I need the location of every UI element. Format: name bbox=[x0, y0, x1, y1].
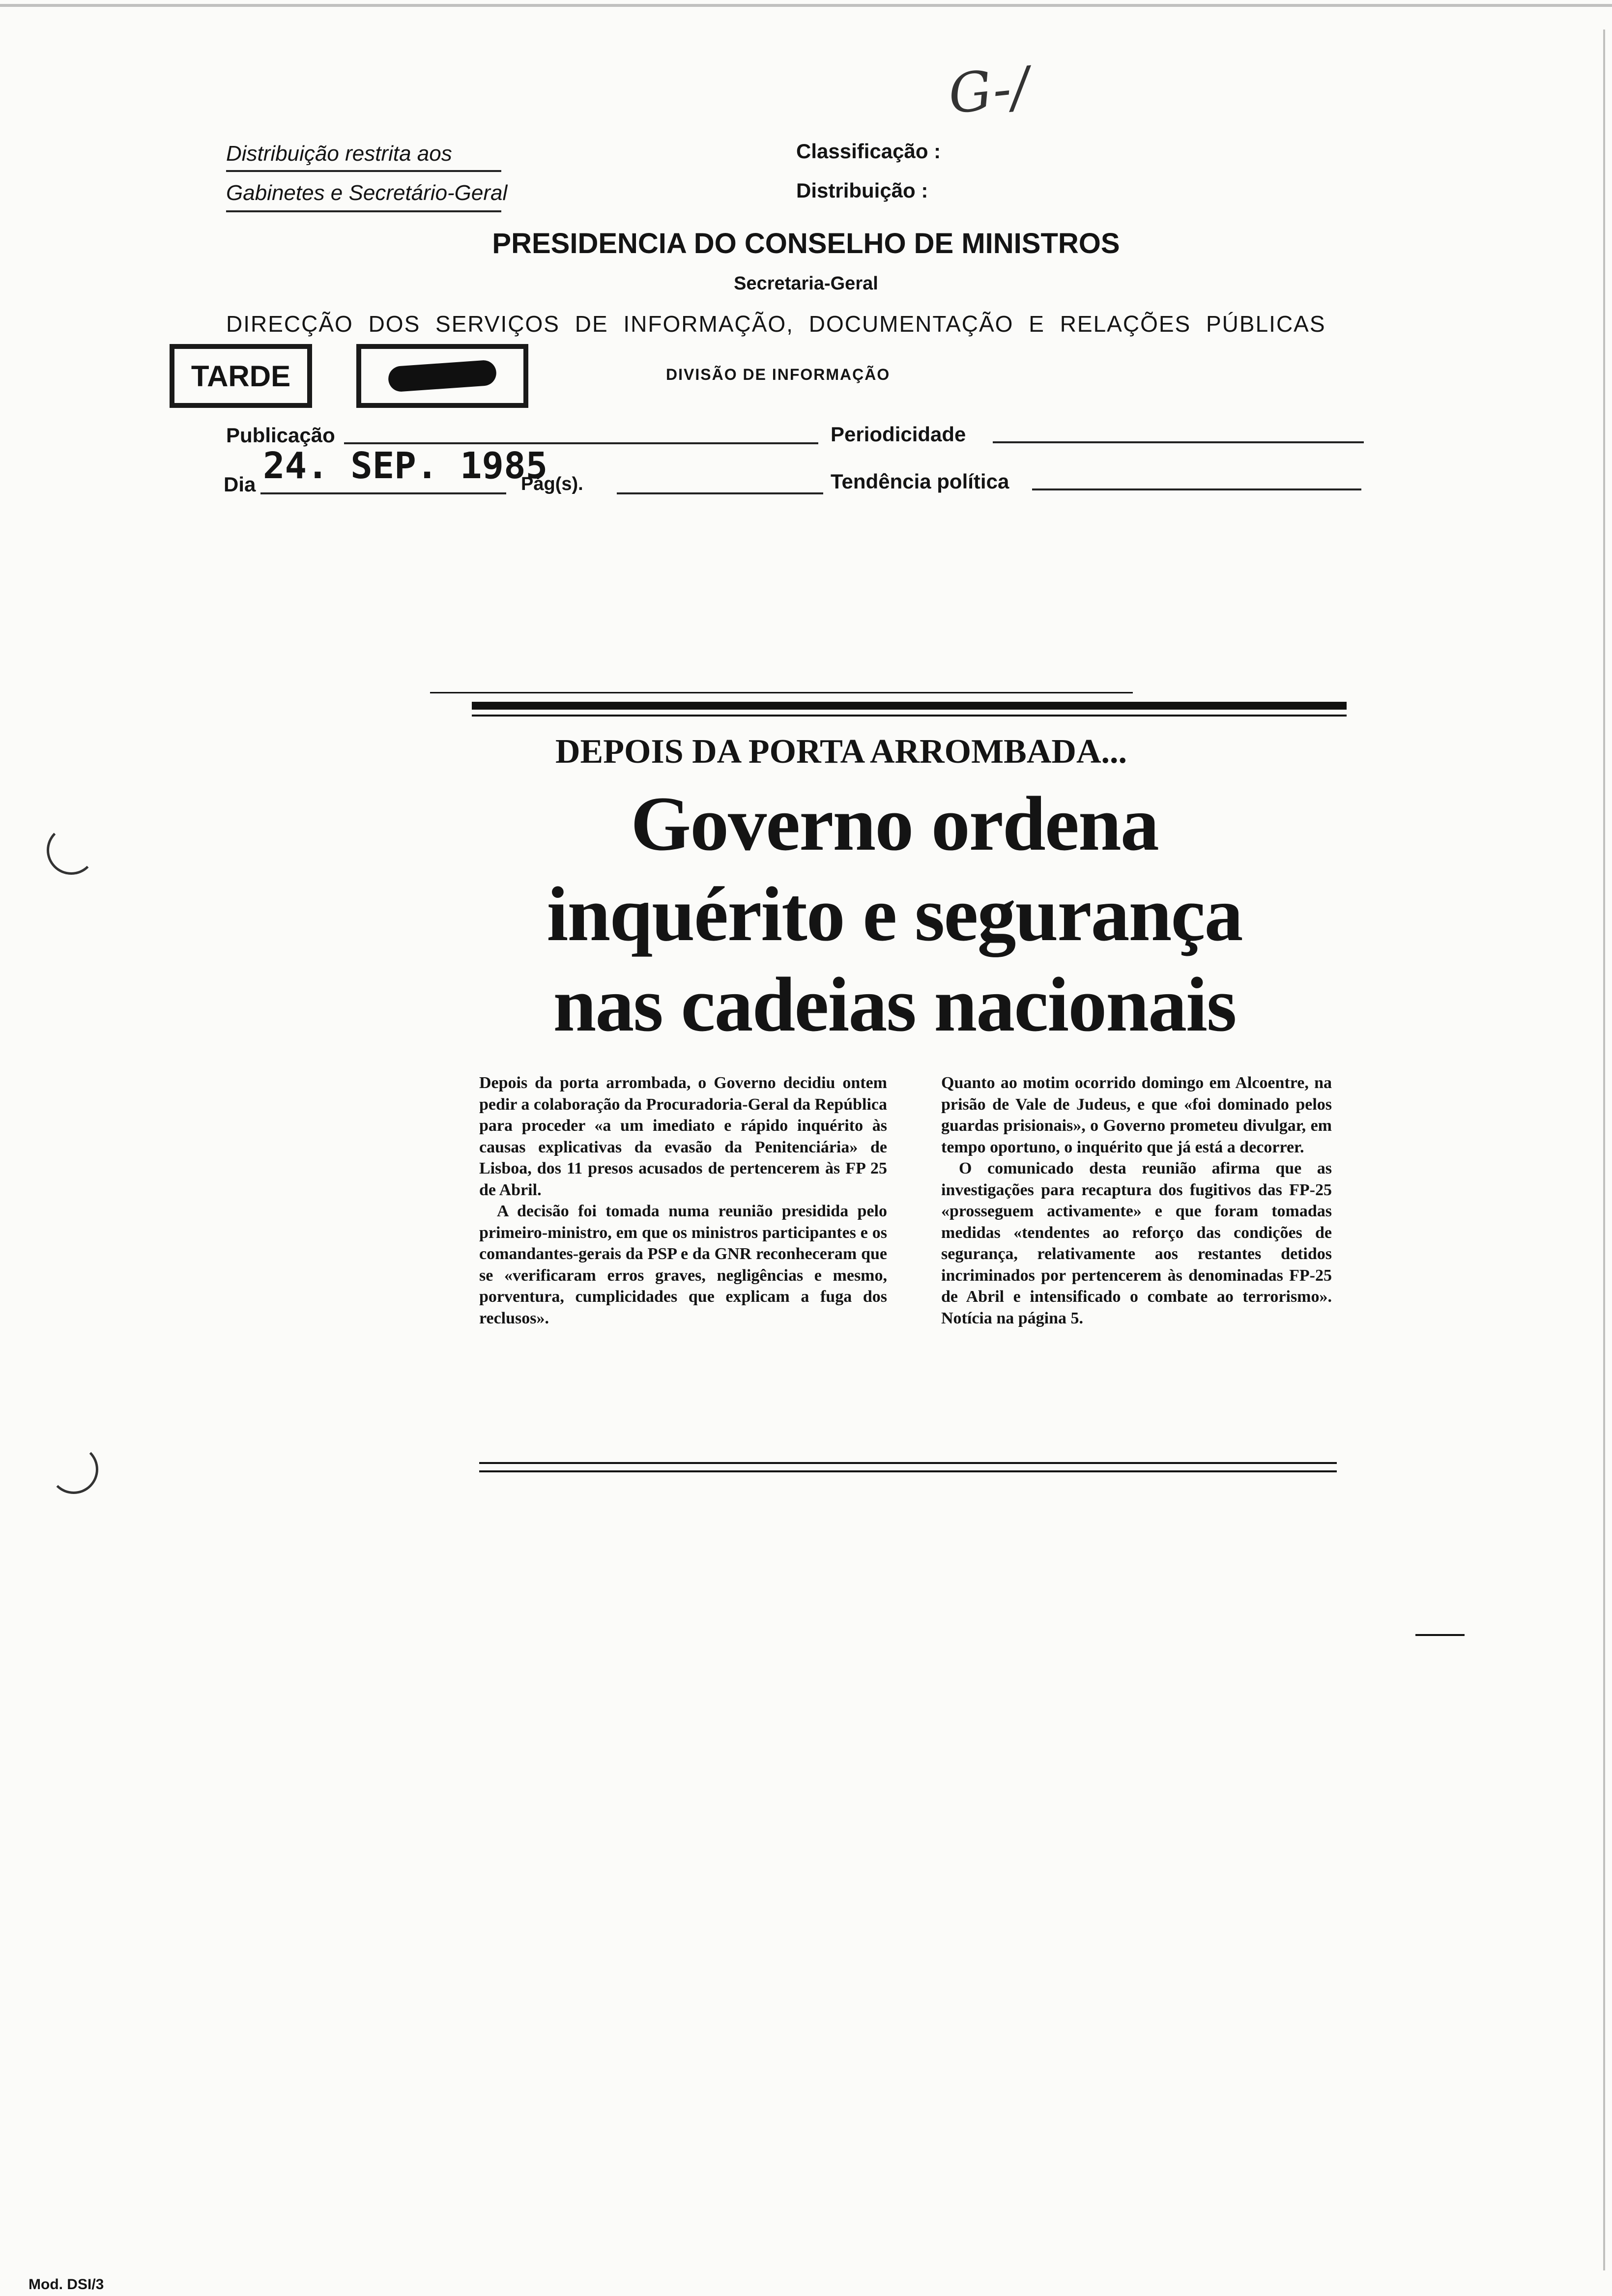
article-column-1 bbox=[479, 1072, 887, 1329]
distribution-line-1: Distribuição restrita aos bbox=[226, 142, 452, 166]
scan-right-edge bbox=[1603, 29, 1605, 2270]
article-kicker: DEPOIS DA PORTA ARROMBADA... bbox=[555, 733, 1127, 771]
stamp-tarde bbox=[170, 344, 312, 408]
margin-dash-right bbox=[1415, 1634, 1465, 1636]
distribution-underline-1 bbox=[226, 170, 501, 172]
presidency-title: PRESIDENCIA DO CONSELHO DE MINISTROS bbox=[492, 228, 1120, 259]
redaction-blot bbox=[387, 359, 497, 392]
publicacao-line bbox=[344, 442, 818, 444]
headline-line-3: nas cadeias nacionais bbox=[553, 962, 1236, 1048]
pags-label: Pág(s). bbox=[521, 474, 583, 494]
handwritten-annotation: G-/ bbox=[945, 55, 1033, 126]
pags-line bbox=[617, 492, 823, 494]
stamp-redacted bbox=[356, 344, 528, 408]
scan-top-edge bbox=[0, 4, 1612, 7]
date-stamp: 24. SEP. 1985 bbox=[263, 445, 548, 487]
clipping-top-double-rule bbox=[472, 715, 1347, 717]
article-headline bbox=[442, 779, 1347, 1050]
publicacao-label: Publicação bbox=[226, 424, 335, 447]
distribuicao-label: Distribuição : bbox=[796, 179, 928, 202]
dia-label: Dia bbox=[224, 473, 256, 496]
clipping-top-thin-rule bbox=[430, 692, 1133, 693]
periodicidade-line bbox=[993, 441, 1364, 443]
classificacao-label: Classificação : bbox=[796, 140, 941, 163]
margin-mark-left-bottom bbox=[49, 1445, 98, 1494]
column-2-paragraph-2: O comunicado desta reunião afirma que as investigações para recaptura dos fugitivos das FP-25 «prosseguem activamente» e que foram tomadas medidas «tendentes ao reforço das condições de segurança, relativamente aos restantes detidos incriminados por pertencerem às denominadas FP-25 de Abril e intensificado o combate ao terrorismo». Notícia na página 5. bbox=[941, 1159, 1332, 1327]
stamp-tarde-label: TARDE bbox=[191, 359, 291, 393]
clipping-bottom-rule-2 bbox=[479, 1470, 1337, 1472]
secretariat-title: Secretaria-Geral bbox=[734, 273, 878, 294]
distribution-underline-2 bbox=[226, 210, 501, 212]
margin-mark-left-top bbox=[47, 826, 96, 875]
clipping-top-thick-rule bbox=[472, 702, 1347, 710]
clipping-bottom-rule-1 bbox=[479, 1462, 1337, 1464]
article-column-2 bbox=[941, 1072, 1332, 1329]
column-2-paragraph-1: Quanto ao motim ocorrido domingo em Alcoentre, na prisão de Vale de Judeus, e que «foi dominado pelos guardas prisionais», o Governo prometeu divulgar, em tempo oportuno, o inquérito que já está a decorrer. bbox=[941, 1074, 1332, 1156]
periodicidade-label: Periodicidade bbox=[831, 423, 966, 446]
headline-line-1: Governo ordena bbox=[631, 781, 1158, 867]
direction-title: DIRECÇÃO DOS SERVIÇOS DE INFORMAÇÃO, DOCUMENTAÇÃO E RELAÇÕES PÚBLICAS bbox=[226, 311, 1326, 337]
column-1-paragraph-1: Depois da porta arrombada, o Governo decidiu ontem pedir a colaboração da Procuradoria-Geral da República para proceder «a um imediato e rápido inquérito às causas explicativas da evasão da Penitenciária» de Lisboa, dos 11 presos acusados de pertencerem às FP 25 de Abril. bbox=[479, 1074, 887, 1199]
division-title: DIVISÃO DE INFORMAÇÃO bbox=[666, 366, 891, 383]
tendencia-label: Tendência política bbox=[831, 470, 1009, 493]
form-code: Mod. DSI/3 bbox=[29, 2276, 104, 2293]
distribution-line-2: Gabinetes e Secretário-Geral bbox=[226, 181, 508, 205]
tendencia-line bbox=[1032, 488, 1361, 490]
dia-line bbox=[260, 492, 506, 494]
headline-line-2: inquérito e segurança bbox=[547, 871, 1242, 957]
column-1-paragraph-2: A decisão foi tomada numa reunião presidida pelo primeiro-ministro, em que os ministros participantes e os comandantes-gerais da PSP e da GNR reconheceram que se «verificaram erros graves, negligências e mesmo, porventura, cumplicidades que explicam a fuga dos reclusos». bbox=[479, 1202, 887, 1327]
